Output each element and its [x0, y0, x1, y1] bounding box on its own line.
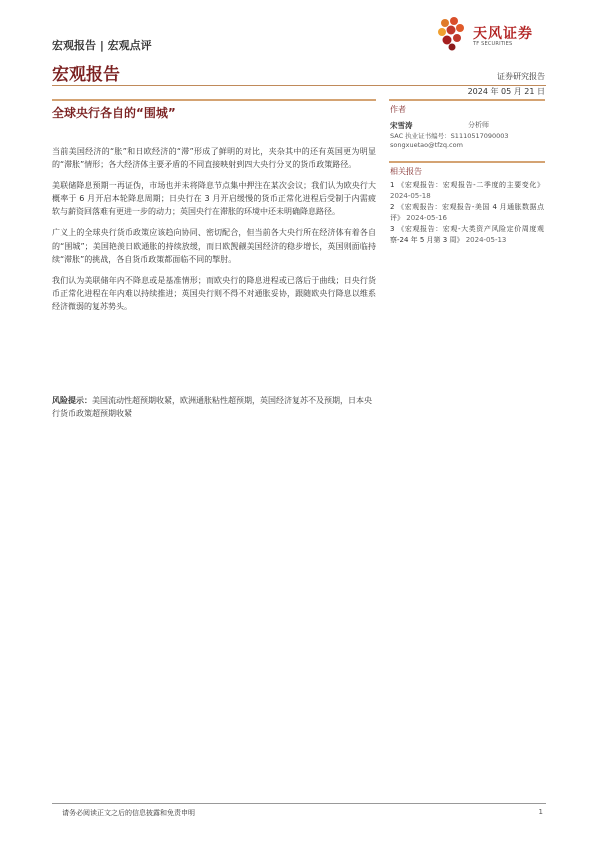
- author-role: 分析师: [468, 121, 489, 129]
- logo-mark-icon: [436, 17, 470, 51]
- related-report-date: 2024-05-18: [390, 192, 431, 200]
- related-reports-list: [390, 180, 544, 246]
- main-title: 全球央行各自的“围城”: [52, 106, 176, 120]
- logo-name-cn: 天风证券: [473, 26, 533, 42]
- report-category: 宏观报告 | 宏观点评: [52, 39, 152, 52]
- related-report-title[interactable]: 2 《宏观报告：宏观报告-美国 4 月通胀数据点评》: [390, 203, 544, 222]
- related-report-item[interactable]: [390, 180, 544, 202]
- footer-divider: [52, 803, 546, 804]
- report-date: 2024 年 05 月 21 日: [467, 87, 545, 96]
- related-section-bar: [389, 161, 545, 163]
- related-report-item[interactable]: [390, 202, 544, 224]
- related-report-title[interactable]: 1 《宏观报告：宏观报告-二季度的主要变化》: [390, 181, 544, 189]
- logo-name-en: TF SECURITIES: [473, 41, 513, 47]
- paragraph: 当前美国经济的“胀”和日欧经济的“滞”形成了鲜明的对比，夹杂其中的还有英国更为明显的“滞胀”情形；各大经济体主要矛盾的不同直接映射到四大央行分叉的货币政策路径。: [52, 147, 376, 170]
- risk-warning: [52, 394, 376, 420]
- related-report-item[interactable]: [390, 224, 544, 246]
- author-email[interactable]: songxuetao@tfzq.com: [390, 141, 463, 149]
- author-label: 作者: [390, 105, 406, 114]
- paragraph: 广义上的全球央行货币政策应该趋向协同、密切配合，但当前各大央行所在经济体有着各自的“围城”；美国艳羡日欧通胀的持续放缓，而日欧觊觎美国经济的稳步增长，英国则面临持续“滞胀”的挑战，各自货币政策都面临不同的掣肘。: [52, 228, 376, 264]
- paragraph: 我们认为美联储年内不降息或是基准情形；而欧央行的降息进程或已落后于曲线；日央行货币正常化进程在年内难以持续推进；英国央行则不得不对通胀妥协，跟随欧央行降息以维系经济微弱的复苏势头。: [52, 275, 376, 311]
- author-section-bar: [389, 99, 545, 101]
- page-number: 1: [538, 808, 543, 816]
- related-report-date: 2024-05-16: [406, 214, 447, 222]
- author-sac-number: SAC 执业证书编号：S1110517090003: [390, 132, 509, 140]
- related-label: 相关报告: [390, 167, 422, 176]
- tf-securities-logo: [436, 17, 548, 57]
- main-title-bar: [52, 99, 376, 101]
- paragraph: 美联储降息预期一再证伪，市场也并未将降息节点集中押注在某次会议；我们认为欧央行大概率于 6 月开启本轮降息周期；日央行在 3 月开启缓慢的货币正常化进程后受制于内需疲软与薪资回落难有更进一步的动力；英国央行在滞胀的环境中还未明确降息路径。: [52, 181, 376, 217]
- report-heading: 宏观报告: [52, 65, 120, 85]
- risk-label: 风险提示：: [52, 396, 92, 405]
- related-report-title[interactable]: 3 《宏观报告：宏观-大类资产风险定价周度观察-24 年 5 月第 3 周》: [390, 225, 544, 244]
- related-report-date: 2024-05-13: [465, 236, 507, 244]
- footer-disclaimer: 请务必阅读正文之后的信息披露和免责申明: [62, 809, 195, 817]
- main-body: [52, 145, 376, 321]
- risk-text: 美国流动性超预期收紧，欧洲通胀粘性超预期，英国经济复苏不及预期，日本央行货币政策超预期收紧: [52, 396, 372, 419]
- report-type: 证券研究报告: [497, 72, 545, 81]
- author-name: 宋雪涛: [390, 121, 413, 130]
